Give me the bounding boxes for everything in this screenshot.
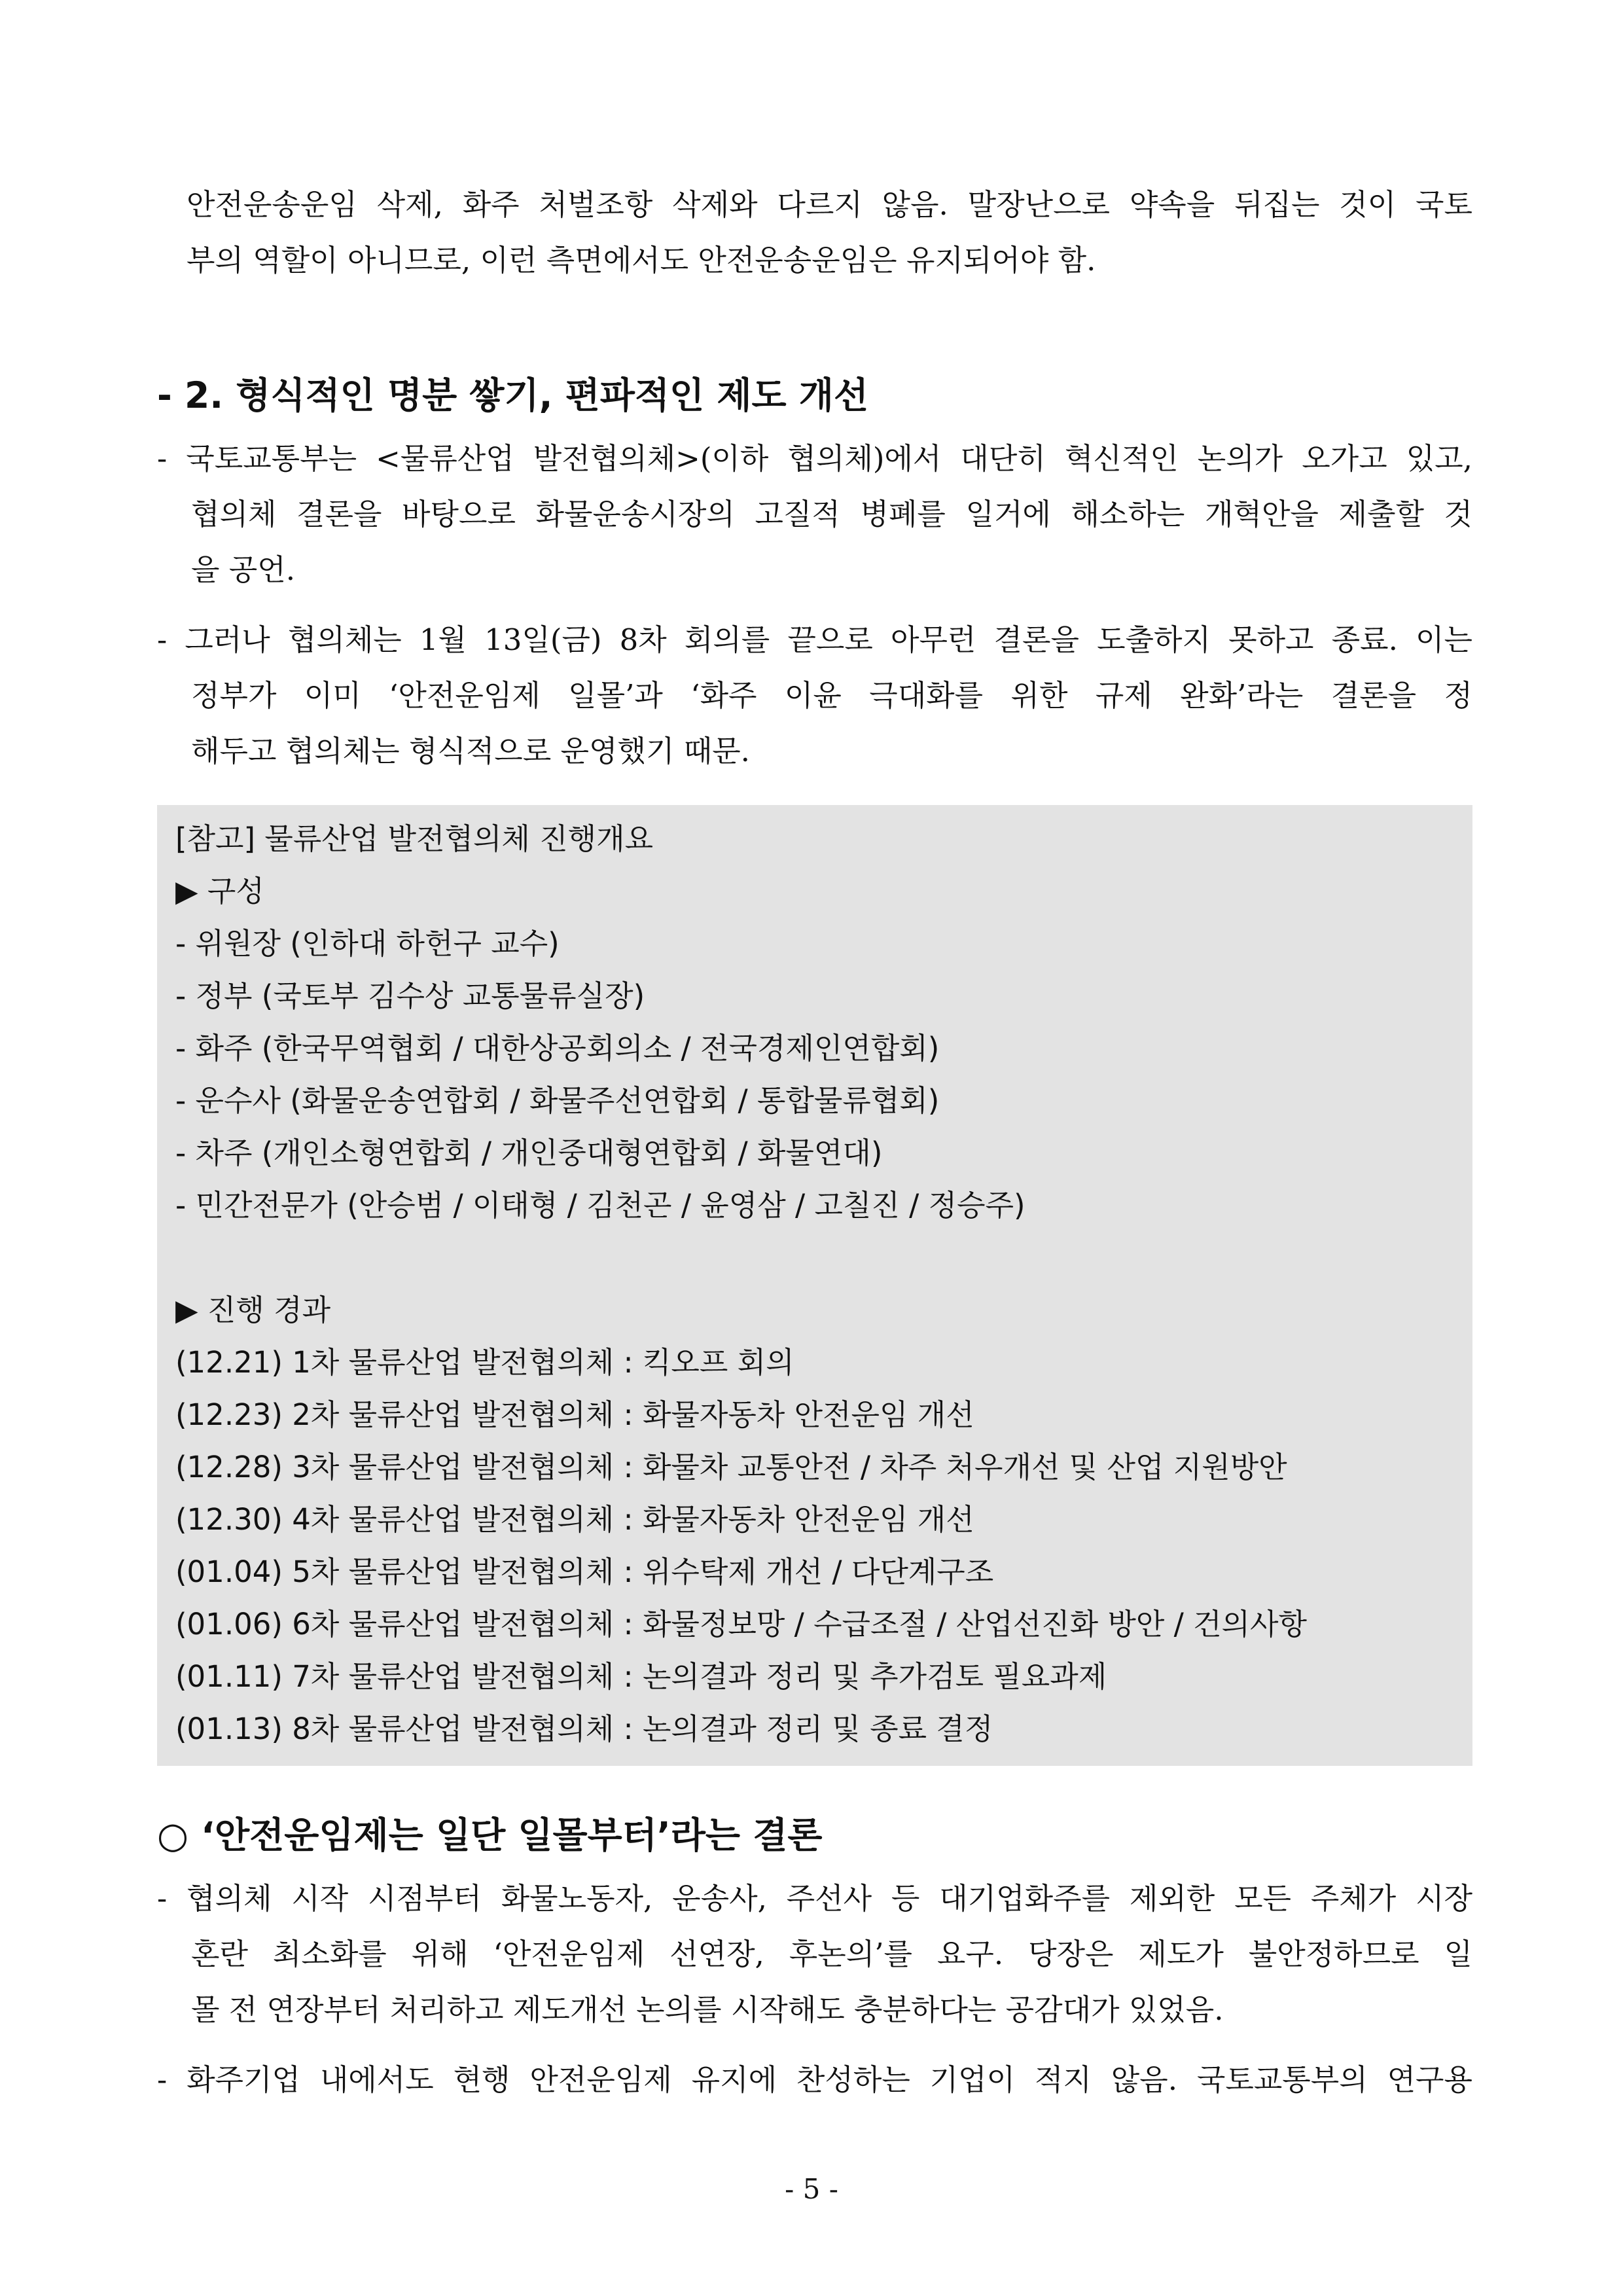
bullet-paragraph: [157, 431, 1472, 598]
text-line: 을 공언.: [191, 552, 296, 587]
text-line: 몰 전 연장부터 처리하고 제도개선 논의를 시작해도 충분하다는 공감대가 있었음.: [191, 1992, 1224, 2027]
progress-item: (01.13) 8차 물류산업 발전협의체 : 논의결과 정리 및 종료 결정: [175, 1712, 993, 1746]
composition-item: - 운수사 (화물운송연합회 / 화물주선연합회 / 통합물류협회): [175, 1083, 940, 1118]
composition-item: - 화주 (한국무역협회 / 대한상공회의소 / 전국경제인연합회): [175, 1031, 940, 1066]
text-line: - 그러나 협의체는 1월 13일(금) 8차 회의를 끝으로 아무런 결론을 도출하지 못하고 종료. 이는: [157, 622, 1472, 657]
progress-item: (12.30) 4차 물류산업 발전협의체 : 화물자동차 안전운임 개선: [175, 1502, 974, 1537]
progress-item: (01.11) 7차 물류산업 발전협의체 : 논의결과 정리 및 추가검토 필요과제: [175, 1659, 1107, 1694]
composition-item: - 위원장 (인하대 하헌구 교수): [175, 926, 560, 961]
progress-item: (12.21) 1차 물류산업 발전협의체 : 킥오프 회의: [175, 1345, 794, 1380]
reference-box: [157, 805, 1472, 1766]
progress-item: (01.06) 6차 물류산업 발전협의체 : 화물정보망 / 수급조절 / 산업선진화 방안 / 건의사항: [175, 1607, 1307, 1641]
text-line: 협의체 결론을 바탕으로 화물운송시장의 고질적 병폐를 일거에 해소하는 개혁안을 제출할 것: [191, 497, 1472, 531]
progress-item: (01.04) 5차 물류산업 발전협의체 : 위수탁제 개선 / 다단계구조: [175, 1554, 994, 1589]
reference-title: [참고] 물류산업 발전협의체 진행개요: [175, 821, 654, 856]
text-line: 혼란 최소화를 위해 ‘안전운임제 선연장, 후논의’를 요구. 당장은 제도가 불안정하므로 일: [191, 1937, 1472, 1971]
progress-item: (12.28) 3차 물류산업 발전협의체 : 화물차 교통안전 / 차주 처우개선 및 산업 지원방안: [175, 1450, 1287, 1484]
section-heading: ○ ‘안전운임제는 일단 일몰부터’라는 결론: [157, 1814, 823, 1856]
composition-item: - 차주 (개인소형연합회 / 개인중대형연합회 / 화물연대): [175, 1136, 883, 1170]
bullet-paragraph: [157, 1871, 1472, 2037]
text-line: - 협의체 시작 시점부터 화물노동자, 운송사, 주선사 등 대기업화주를 제외한 모든 주체가 시장: [157, 1881, 1472, 1916]
progress-header: ▶ 진행 경과: [175, 1293, 331, 1327]
text-line: 안전운송운임 삭제, 화주 처벌조항 삭제와 다르지 않음. 말장난으로 약속을 뒤집는 것이 국토: [187, 187, 1472, 222]
page-number: - 5 -: [785, 2173, 838, 2205]
bullet-paragraph: [157, 612, 1472, 779]
text-line: - 화주기업 내에서도 현행 안전운임제 유지에 찬성하는 기업이 적지 않음. 국토교통부의 연구용: [157, 2062, 1472, 2097]
text-line: - 국토교통부는 <물류산업 발전협의체>(이하 협의체)에서 대단히 혁신적인 논의가 오가고 있고,: [157, 441, 1472, 476]
text-line: 해두고 협의체는 형식적으로 운영했기 때문.: [191, 734, 750, 768]
text-line: 정부가 이미 ‘안전운임제 일몰’과 ‘화주 이윤 극대화를 위한 규제 완화’라는 결론을 정: [191, 678, 1472, 713]
composition-item: - 정부 (국토부 김수상 교통물류실장): [175, 978, 645, 1013]
composition-item: - 민간전문가 (안승범 / 이태형 / 김천곤 / 윤영삼 / 고칠진 / 정승주): [175, 1188, 1026, 1223]
progress-item: (12.23) 2차 물류산업 발전협의체 : 화물자동차 안전운임 개선: [175, 1397, 974, 1432]
intro-paragraph: [187, 177, 1472, 288]
composition-header: ▶ 구성: [175, 874, 264, 908]
text-line: 부의 역할이 아니므로, 이런 측면에서도 안전운송운임은 유지되어야 함.: [187, 243, 1096, 278]
bullet-paragraph: [157, 2052, 1472, 2108]
section-heading: - 2. 형식적인 명분 쌓기, 편파적인 제도 개선: [157, 374, 868, 416]
